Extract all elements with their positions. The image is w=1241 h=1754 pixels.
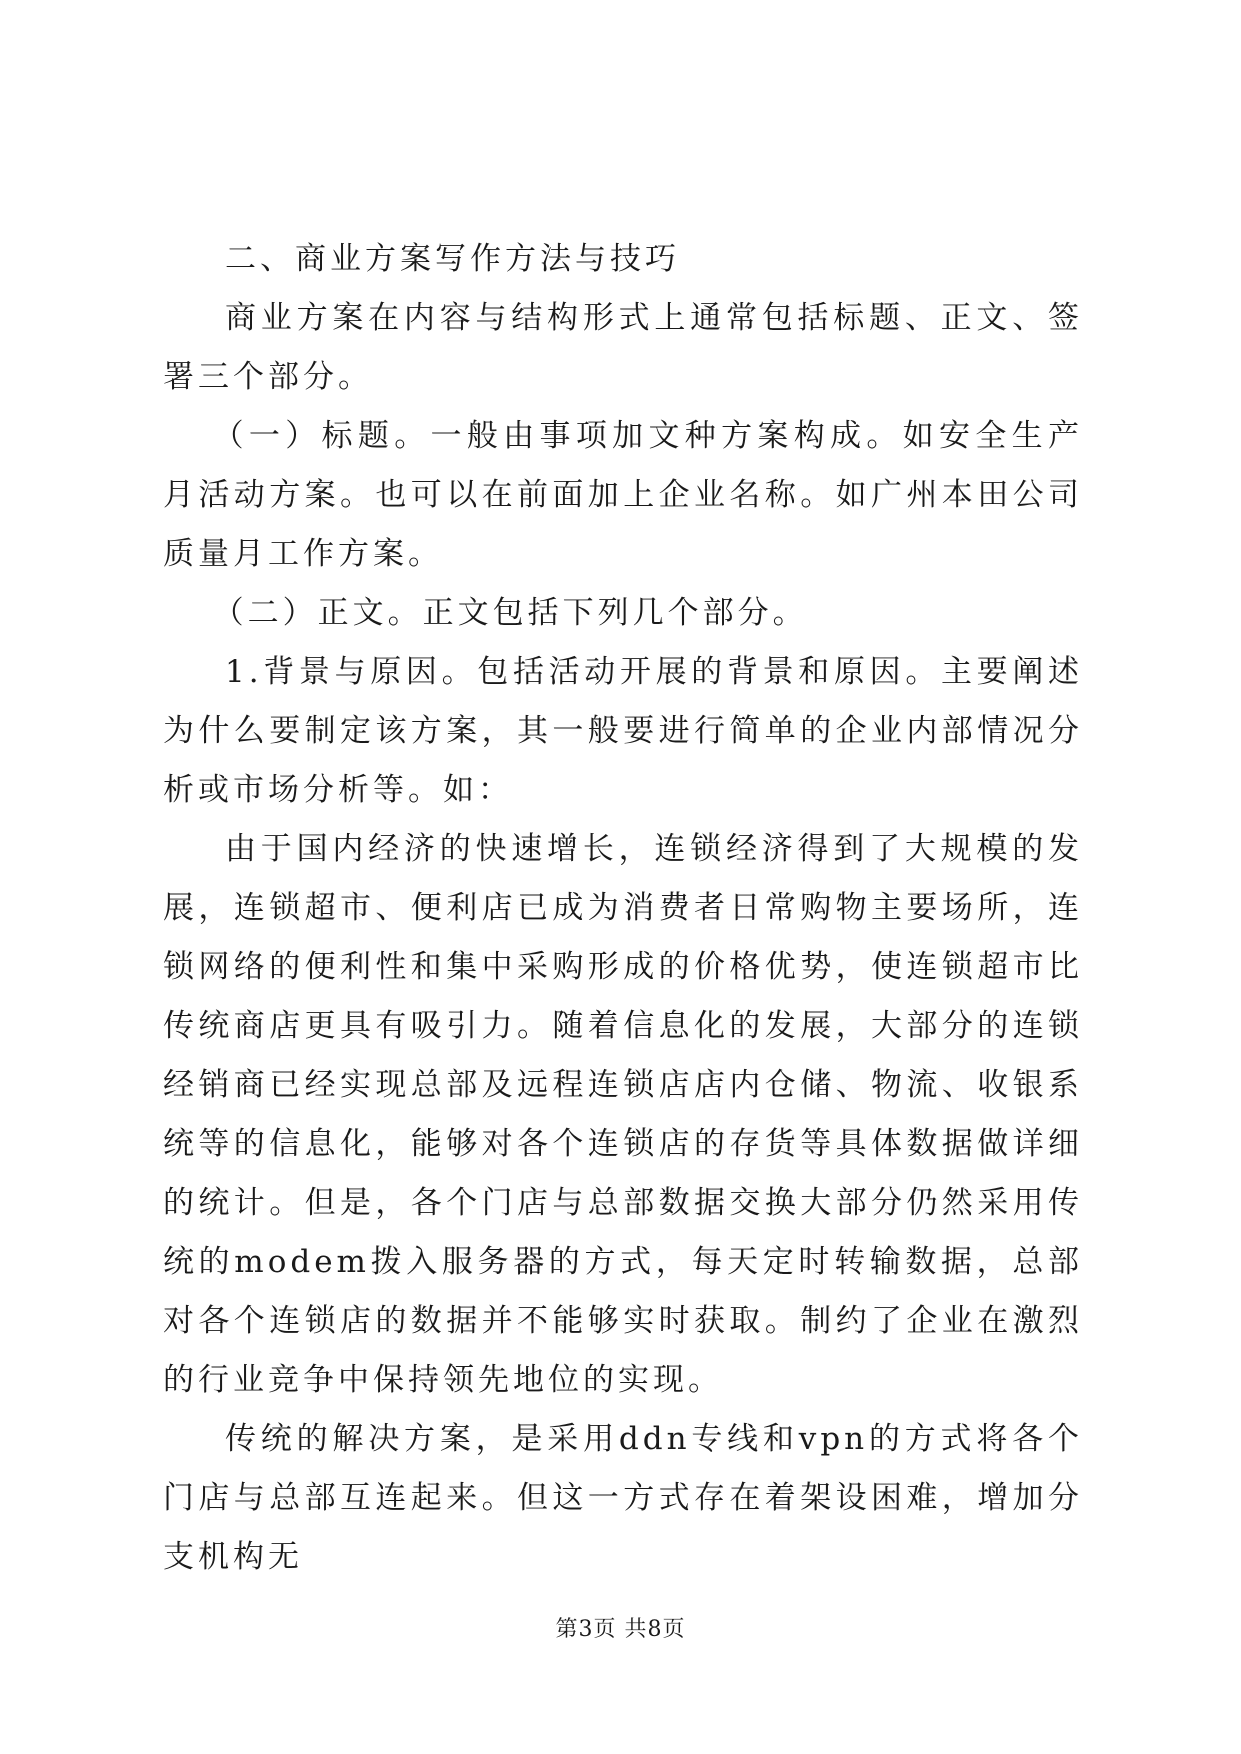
- paragraph-background: 1.背景与原因。包括活动开展的背景和原因。主要阐述为什么要制定该方案，其一般要进行简单的企业内部情况分析或市场分析等。如：: [163, 654, 1083, 808]
- section-heading: 二、商业方案写作方法与技巧: [225, 241, 680, 277]
- paragraph-intro: 商业方案在内容与结构形式上通常包括标题、正文、签署三个部分。: [163, 300, 1083, 395]
- paragraph-example: 由于国内经济的快速增长，连锁经济得到了大规模的发展，连锁超市、便利店已成为消费者日常购物主要场所，连锁网络的便利性和集中采购形成的价格优势，使连锁超市比传统商店更具有吸引力。随着信息化的发展，大部分的连锁经销商已经实现总部及远程连锁店店内仓储、物流、收银系统等的信息化，能够对各个连锁店的存货等具体数据做详细的统计。但是，各个门店与总部数据交换大部分仍然采用传统的modem拨入服务器的方式，每天定时转输数据，总部对各个连锁店的数据并不能够实时获取。制约了企业在激烈的行业竞争中保持领先地位的实现。: [163, 831, 1083, 1398]
- page-footer: 第3页 共8页: [555, 1617, 686, 1642]
- paragraph-body-section: （二）正文。正文包括下列几个部分。: [212, 595, 808, 631]
- paragraph-traditional-solution: 传统的解决方案，是采用ddn专线和vpn的方式将各个门店与总部互连起来。但这一方式存在着架设困难，增加分支机构无: [163, 1421, 1083, 1575]
- body-text: [163, 230, 1083, 1587]
- paragraph-title-section: （一）标题。一般由事项加文种方案构成。如安全生产月活动方案。也可以在前面加上企业名称。如广州本田公司质量月工作方案。: [163, 418, 1083, 572]
